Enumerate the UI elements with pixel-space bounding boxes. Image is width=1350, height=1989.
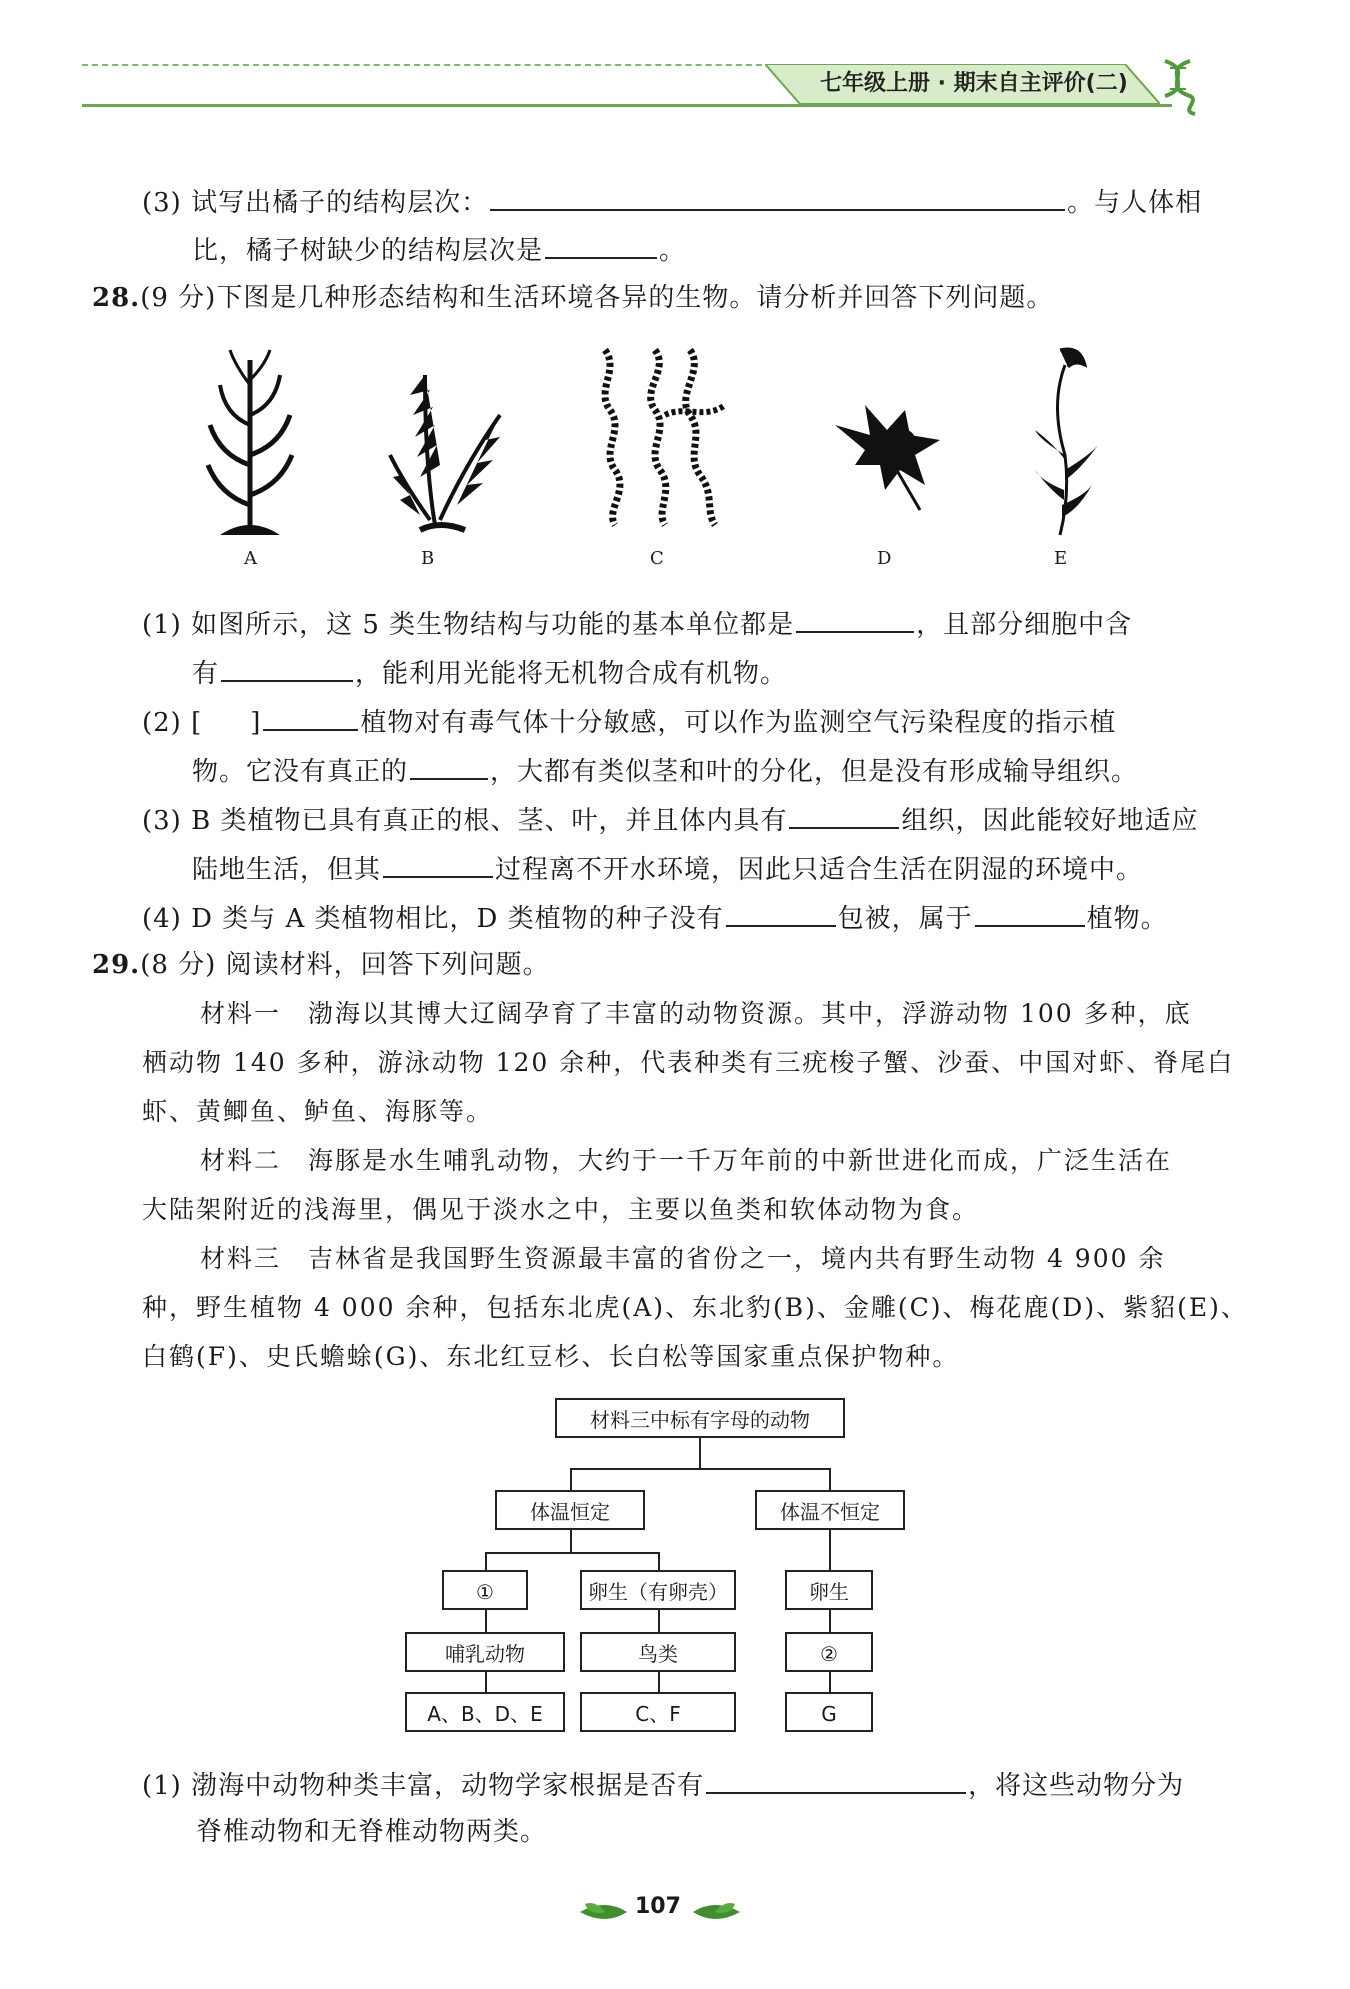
tree-warm-blooded: 体温恒定 <box>495 1490 645 1530</box>
tree-mammals: 哺乳动物 <box>405 1632 565 1672</box>
q27-p3-text: (3) 试写出橘子的结构层次： <box>142 188 489 218</box>
material-3-line1: 材料三 吉林省是我国野生资源最丰富的省份之一，境内共有野生动物 4 900 余 <box>200 1244 1166 1273</box>
tree-oviparous-shell: 卵生（有卵壳） <box>580 1570 736 1610</box>
q28-p1-text-d: ，能利用光能将无机物合成有机物。 <box>355 659 788 689</box>
tree-connector <box>485 1552 660 1554</box>
tree-connector <box>570 1530 572 1552</box>
tree-connector <box>485 1672 487 1692</box>
page-footer <box>575 1890 775 1930</box>
figure-label-b: B <box>421 548 435 569</box>
q28-p1-text-c: 有 <box>192 659 220 689</box>
q28-p1-line2 <box>192 654 787 691</box>
tree-connector <box>485 1552 487 1570</box>
tree-blank-2: ② <box>785 1632 873 1672</box>
tree-connector <box>829 1530 831 1570</box>
question-number: 28. <box>92 283 141 313</box>
answer-blank[interactable] <box>263 703 358 731</box>
q27-p3-text-end: 。与人体相 <box>1067 188 1203 218</box>
header-tab <box>765 64 1160 104</box>
material-1-line1: 材料一 渤海以其博大辽阔孕育了丰富的动物资源。其中，浮游动物 100 多种，底 <box>200 999 1192 1028</box>
material-1-line3: 虾、黄鲫鱼、鲈鱼、海豚等。 <box>142 1097 494 1126</box>
tree-cold-blooded: 体温不恒定 <box>755 1490 905 1530</box>
figure-c-algae-filaments <box>595 345 735 530</box>
material-1-line2: 栖动物 140 多种，游泳动物 120 余种，代表种类有三疣梭子蟹、沙蚕、中国对虾、脊尾白 <box>142 1048 1235 1077</box>
header-title: 七年级上册 · 期末自主评价(二) <box>820 71 1128 96</box>
tree-root: 材料三中标有字母的动物 <box>555 1398 845 1438</box>
tree-connector <box>485 1610 487 1632</box>
answer-blank[interactable] <box>975 899 1085 927</box>
answer-blank[interactable] <box>221 654 353 682</box>
material-3-line2: 种，野生植物 4 000 余种，包括东北虎(A)、东北豹(B)、金雕(C)、梅花鹿(D)、紫貂(E)、 <box>142 1293 1248 1322</box>
q29-p1-text: (1) 渤海中动物种类丰富，动物学家根据是否有 <box>142 1771 705 1801</box>
leaf-left-icon <box>575 1898 630 1926</box>
q28-p3-text-b: 组织，因此能较好地适应 <box>901 806 1199 836</box>
answer-blank[interactable] <box>726 899 836 927</box>
page-number: 107 <box>635 1894 681 1919</box>
answer-blank[interactable] <box>410 752 488 780</box>
q28-p4 <box>142 899 1168 936</box>
tree-connector <box>570 1468 830 1470</box>
figure-e-moss <box>1020 345 1110 545</box>
q28-stem <box>92 281 1053 315</box>
figure-label-a: A <box>244 548 257 569</box>
tree-group-abde: A、B、D、E <box>405 1692 565 1732</box>
q28-p4-text: (4) D 类与 A 类植物相比，D 类植物的种子没有 <box>142 904 724 934</box>
tree-oviparous: 卵生 <box>785 1570 873 1610</box>
leaf-right-icon <box>690 1898 745 1926</box>
material-3-line3: 白鹤(F)、史氏蟾蜍(G)、东北红豆杉、长白松等国家重点保护物种。 <box>142 1342 960 1371</box>
answer-blank[interactable] <box>789 801 899 829</box>
dna-helix-icon <box>1150 56 1210 116</box>
tree-group-g: G <box>785 1692 873 1732</box>
q29-stem-text: (8 分) 阅读材料，回答下列问题。 <box>140 950 550 980</box>
header-rule <box>82 104 1172 107</box>
q28-p3-text-d: 过程离不开水环境，因此只适合生活在阴湿的环境中。 <box>495 855 1144 885</box>
figure-d-pine-branch <box>825 395 945 515</box>
q27-p3-line1 <box>142 183 1202 220</box>
q28-p4-text-b: 包被，属于 <box>837 904 973 934</box>
q29-stem <box>92 948 550 982</box>
material-2-line1: 材料二 海豚是水生哺乳动物，大约于一千万年前的中新世进化而成，广泛生活在 <box>200 1146 1173 1175</box>
q28-p2-bracket-open: (2) [ <box>142 708 203 738</box>
q28-p2-text-b: 物。它没有真正的 <box>192 757 409 787</box>
q28-stem-text: (9 分)下图是几种形态结构和生活环境各异的生物。请分析并回答下列问题。 <box>140 283 1054 313</box>
q29-p1-line1 <box>142 1766 1184 1803</box>
tree-connector <box>570 1468 572 1490</box>
tree-connector <box>829 1468 831 1490</box>
q28-p1-line1 <box>142 605 1132 642</box>
q28-p4-text-c: 植物。 <box>1086 904 1168 934</box>
question-number: 29. <box>92 950 141 980</box>
figure-b-fern <box>385 345 515 535</box>
answer-blank[interactable] <box>383 850 493 878</box>
q28-p2-line1 <box>142 703 1116 740</box>
tree-connector <box>829 1672 831 1692</box>
header-dashed-rule <box>82 64 772 66</box>
figure-label-c: C <box>650 548 664 569</box>
answer-blank[interactable] <box>490 183 1065 211</box>
q29-p1-line2: 脊椎动物和无脊椎动物两类。 <box>196 1817 548 1847</box>
q28-p2-text: 植物对有毒气体十分敏感，可以作为监测空气污染程度的指示植 <box>360 708 1117 738</box>
q28-p3-line2 <box>192 850 1143 887</box>
q28-p3-line1 <box>142 801 1198 838</box>
q28-p1-text: (1) 如图所示，这 5 类生物结构与功能的基本单位都是 <box>142 610 795 640</box>
q28-p1-text-b: ，且部分细胞中含 <box>916 610 1133 640</box>
material-2-line2: 大陆架附近的浅海里，偶见于淡水之中，主要以鱼类和软体动物为食。 <box>142 1195 980 1224</box>
q28-p2-text-c: ，大都有类似茎和叶的分化，但是没有形成输导组织。 <box>490 757 1139 787</box>
q28-p2-line2 <box>192 752 1138 789</box>
q28-p3-text-c: 陆地生活，但其 <box>192 855 382 885</box>
q28-p3-text: (3) B 类植物已具有真正的根、茎、叶，并且体内具有 <box>142 806 788 836</box>
figure-label-d: D <box>877 548 892 569</box>
answer-blank[interactable] <box>545 231 657 259</box>
tree-connector <box>658 1672 660 1692</box>
tree-birds: 鸟类 <box>580 1632 736 1672</box>
figure-a-corn-plant <box>200 345 300 545</box>
tree-group-cf: C、F <box>580 1692 736 1732</box>
q29-p1-text-b: ，将这些动物分为 <box>968 1771 1185 1801</box>
q27-p3-text2: 比，橘子树缺少的结构层次是 <box>192 236 544 266</box>
figure-label-e: E <box>1054 548 1068 569</box>
tree-connector <box>699 1438 701 1468</box>
tree-connector <box>658 1610 660 1632</box>
q27-p3-line2 <box>192 231 686 268</box>
tree-blank-1: ① <box>442 1570 528 1610</box>
tree-connector <box>658 1552 660 1570</box>
answer-blank[interactable] <box>796 605 914 633</box>
q28-p2-bracket-close: ] <box>250 708 262 738</box>
q27-p3-text2-end: 。 <box>659 236 687 266</box>
tree-connector <box>829 1610 831 1632</box>
answer-blank[interactable] <box>706 1766 966 1794</box>
